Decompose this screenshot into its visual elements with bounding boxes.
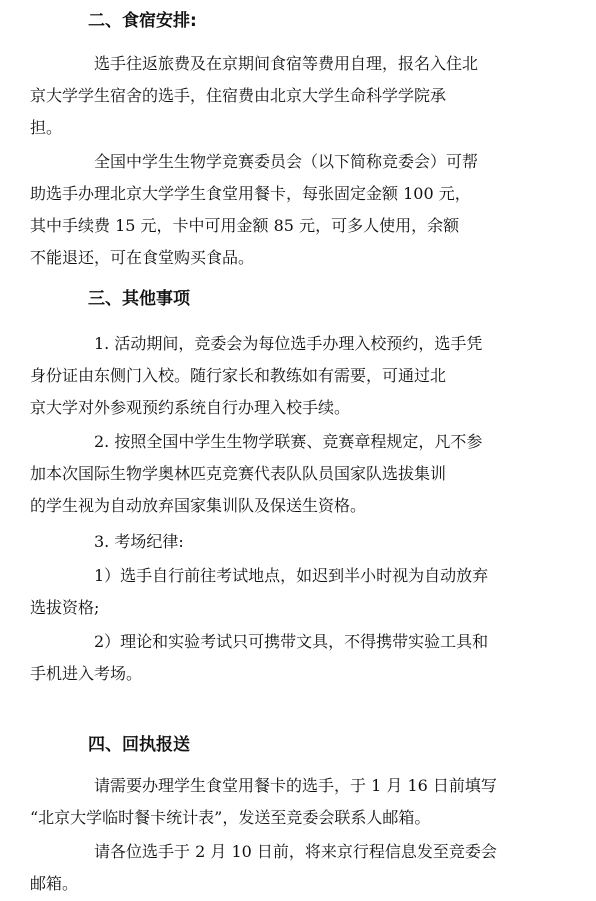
text-line: 不能退还，可在食堂购买食品。 [30,248,255,267]
text-line: 选拔资格; [30,598,100,617]
paragraph-accommodation-cost [30,48,534,144]
text-line: 选手往返旅费及在京期间食宿等费用自理，报名入住北 [94,54,479,73]
text-line: 京大学学生宿舍的选手，住宿费由北京大学生命科学学院承 [30,86,447,105]
text-line: 邮箱。 [30,874,79,893]
section-heading-receipt: 四、回执报送 [88,735,190,755]
text-line: 3. 考场纪律: [94,532,184,551]
list-item-campus-entry [30,328,534,424]
text-line: 请需要办理学生食堂用餐卡的选手，于 1 月 16 日前填写 [94,776,497,795]
section-heading-accommodation: 二、食宿安排: [88,11,197,31]
text-line: 其中手续费 15 元，卡中可用金额 85 元，可多人使用，余额 [30,216,460,235]
sub-item-late-arrival [30,560,534,624]
section-heading-other-matters: 三、其他事项 [88,289,190,309]
text-line: “北京大学临时餐卡统计表”，发送至竞委会联系人邮箱。 [30,808,431,827]
text-line: 请各位选手于 2 月 10 日前，将来京行程信息发至竞委会 [94,842,497,861]
text-line: 的学生视为自动放弃国家集训队及保送生资格。 [30,496,367,515]
list-item-exam-discipline [62,526,534,558]
text-line: 2. 按照全国中学生生物学联赛、竞赛章程规定，凡不参 [94,432,483,451]
text-line: 2）理论和实验考试只可携带文具，不得携带实验工具和 [94,632,489,651]
paragraph-itinerary [30,836,534,900]
text-line: 京大学对外参观预约系统自行办理入校手续。 [30,398,351,417]
text-line: 助选手办理北京大学学生食堂用餐卡，每张固定金额 100 元， [30,184,471,203]
sub-item-allowed-items [30,626,534,690]
paragraph-meal-card [30,146,534,274]
paragraph-meal-card-form [30,770,534,834]
text-line: 手机进入考场。 [30,664,143,683]
text-line: 身份证由东侧门入校。随行家长和教练如有需要，可通过北 [30,366,447,385]
text-line: 担。 [30,118,63,137]
list-item-rules [30,426,534,522]
text-line: 加本次国际生物学奥林匹克竞赛代表队队员国家队选拔集训 [30,464,447,483]
text-line: 全国中学生生物学竞赛委员会（以下简称竞委会）可帮 [94,152,479,171]
text-line: 1. 活动期间，竞委会为每位选手办理入校预约，选手凭 [94,334,483,353]
text-line: 1）选手自行前往考试地点，如迟到半小时视为自动放弃 [94,566,489,585]
